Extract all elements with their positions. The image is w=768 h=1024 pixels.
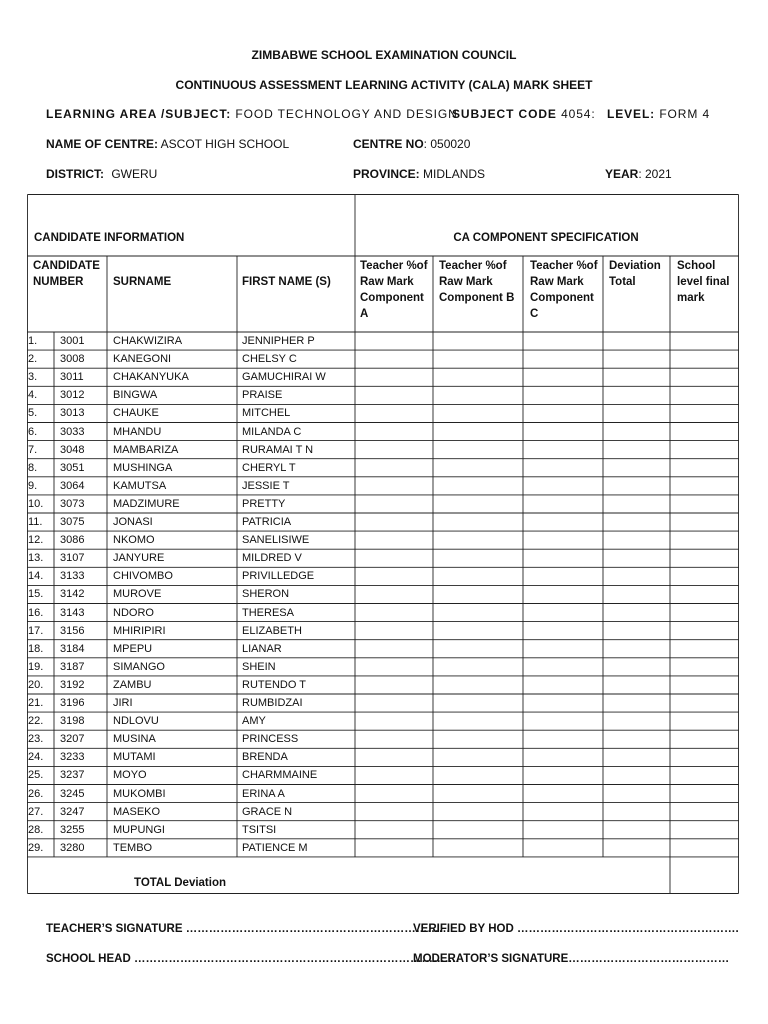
row-index: 26. xyxy=(28,787,44,800)
col-header-surname: SURNAME xyxy=(113,276,172,288)
candidate-number: 3196 xyxy=(60,697,85,709)
province-value: MIDLANDS xyxy=(423,167,486,181)
row-index: 7. xyxy=(28,443,38,456)
candidate-number: 3075 xyxy=(60,516,85,528)
row-index: 25. xyxy=(28,769,44,782)
subject-code-label: SUBJECT CODE xyxy=(452,107,557,121)
col-header-candidate-number: CANDIDATE NUMBER xyxy=(33,260,100,288)
first-name-cell: GAMUCHIRAI W xyxy=(242,371,326,384)
surname-cell: NDLOVU xyxy=(113,715,159,728)
first-name-cell: RUTENDO T xyxy=(242,678,306,691)
centre-name-label: NAME OF CENTRE: xyxy=(46,137,158,151)
candidate-number: 3198 xyxy=(60,715,85,728)
surname-cell: MAMBARIZA xyxy=(113,443,179,456)
first-name-cell: CHERYL T xyxy=(242,461,296,474)
row-index: 27. xyxy=(28,805,44,818)
surname-cell: BINGWA xyxy=(113,389,158,402)
surname-cell: NKOMO xyxy=(113,534,155,547)
subject-code-value: 4054: xyxy=(561,107,596,121)
centre-no-value: : 050020 xyxy=(423,137,471,151)
row-index: 2. xyxy=(28,353,38,366)
school-head-signature: SCHOOL HEAD …………………………………………………………………………. xyxy=(46,953,460,965)
col-header-component-c: Teacher %of Raw Mark Component C xyxy=(530,260,598,320)
candidate-number: 3245 xyxy=(60,787,85,800)
surname-cell: JANYURE xyxy=(113,552,165,565)
row-index: 17. xyxy=(28,624,44,637)
surname-cell: NDORO xyxy=(113,606,154,619)
candidate-number: 3156 xyxy=(60,624,85,637)
year-line xyxy=(605,167,672,181)
col-header-first-name: FIRST NAME (S) xyxy=(242,276,331,288)
year-label: YEAR xyxy=(605,167,639,181)
first-name-cell: BRENDA xyxy=(242,751,288,764)
first-name-cell: TSITSI xyxy=(242,823,277,836)
sheet-title: CONTINUOUS ASSESSMENT LEARNING ACTIVITY (CALA) MARK SHEET xyxy=(175,78,593,92)
first-name-cell: PRIVILLEDGE xyxy=(242,570,315,583)
candidate-number: 3051 xyxy=(60,461,85,474)
surname-cell: MUPUNGI xyxy=(113,823,165,836)
moderator-signature: MODERATOR’S SIGNATURE…………………………………… xyxy=(413,953,730,965)
surname-cell: SIMANGO xyxy=(113,660,165,673)
first-name-cell: ERINA A xyxy=(242,787,285,800)
first-name-cell: GRACE N xyxy=(242,805,293,818)
candidate-number: 3133 xyxy=(60,570,85,583)
first-name-cell: ELIZABETH xyxy=(242,624,302,637)
col-header-component-b: Teacher %of Raw Mark Component B xyxy=(439,260,515,304)
first-name-cell: PRINCESS xyxy=(242,733,299,746)
surname-cell: MUSINA xyxy=(113,733,156,746)
surname-cell: ZAMBU xyxy=(113,678,152,691)
surname-cell: JONASI xyxy=(113,516,153,528)
mark-sheet-table xyxy=(27,194,739,894)
row-index: 15. xyxy=(28,588,44,601)
surname-cell: MUSHINGA xyxy=(113,461,173,474)
row-index: 16. xyxy=(28,606,44,619)
candidate-number: 3247 xyxy=(60,805,85,818)
surname-cell: MHANDU xyxy=(113,425,162,438)
candidate-number: 3187 xyxy=(60,660,85,673)
row-index: 14. xyxy=(28,570,44,583)
centre-no-label: CENTRE NO xyxy=(353,137,424,151)
candidate-number: 3011 xyxy=(60,371,84,384)
candidate-number: 3013 xyxy=(60,407,85,420)
surname-cell: TEMBO xyxy=(113,841,153,854)
row-index: 5. xyxy=(28,407,38,420)
province-line xyxy=(353,167,485,181)
candidate-number: 3184 xyxy=(60,642,85,655)
row-index: 9. xyxy=(28,479,38,492)
first-name-cell: CHARMMAINE xyxy=(242,769,318,782)
row-index: 22. xyxy=(28,715,44,728)
first-name-cell: THERESA xyxy=(242,606,294,619)
candidate-number: 3048 xyxy=(60,443,85,456)
surname-cell: MHIRIPIRI xyxy=(113,624,166,637)
row-index: 29. xyxy=(28,841,44,854)
first-name-cell: RUMBIDZAI xyxy=(242,697,303,709)
row-index: 20. xyxy=(28,678,44,691)
surname-cell: MUTAMI xyxy=(113,751,156,764)
district-label: DISTRICT: xyxy=(46,167,104,181)
first-name-cell: MILANDA C xyxy=(242,425,302,438)
first-name-cell: RURAMAI T N xyxy=(242,443,314,456)
candidate-info-title: CANDIDATE INFORMATION xyxy=(34,232,185,244)
first-name-cell: PRETTY xyxy=(242,497,286,510)
candidate-number: 3142 xyxy=(60,588,85,601)
teacher-signature: TEACHER’S SIGNATURE …………………………………………………………… xyxy=(46,923,451,935)
ca-component-title: CA COMPONENT SPECIFICATION xyxy=(453,232,639,244)
surname-cell: CHAKWIZIRA xyxy=(113,335,183,347)
row-index: 6. xyxy=(28,425,38,438)
surname-cell: KAMUTSA xyxy=(113,479,167,492)
level-line xyxy=(607,107,710,121)
row-index: 18. xyxy=(28,642,44,655)
surname-cell: JIRI xyxy=(113,697,133,709)
candidate-number: 3001 xyxy=(60,335,85,347)
candidate-number: 3280 xyxy=(60,841,85,854)
total-deviation-label: TOTAL Deviation xyxy=(134,877,227,889)
first-name-cell: PRAISE xyxy=(242,389,283,402)
candidate-number: 3233 xyxy=(60,751,85,764)
candidate-number: 3237 xyxy=(60,769,85,782)
row-index: 28. xyxy=(28,823,44,836)
candidate-number: 3064 xyxy=(60,479,85,492)
first-name-cell: MITCHEL xyxy=(242,407,291,420)
learning-area-line xyxy=(46,107,458,121)
row-index: 12. xyxy=(28,534,44,547)
centre-name-line xyxy=(46,137,289,151)
candidate-number: 3033 xyxy=(60,425,85,438)
first-name-cell: MILDRED V xyxy=(242,552,302,565)
surname-cell: CHIVOMBO xyxy=(113,570,173,583)
candidate-number: 3107 xyxy=(60,552,85,565)
district-value: GWERU xyxy=(111,167,158,181)
row-index: 1. xyxy=(28,335,38,347)
surname-cell: MPEPU xyxy=(113,642,153,655)
surname-cell: MUROVE xyxy=(113,588,162,601)
level-label: LEVEL: xyxy=(607,107,656,121)
first-name-cell: PATRICIA xyxy=(242,516,292,528)
candidate-number: 3255 xyxy=(60,823,85,836)
centre-no-line xyxy=(353,137,470,151)
col-header-deviation: Deviation Total xyxy=(609,260,661,288)
first-name-cell: LIANAR xyxy=(242,642,282,655)
candidate-number: 3012 xyxy=(60,389,85,402)
row-index: 10. xyxy=(28,497,44,510)
level-value: FORM 4 xyxy=(659,107,711,121)
candidate-number: 3008 xyxy=(60,353,85,366)
year-value: : 2021 xyxy=(638,167,672,181)
learning-area-value: FOOD TECHNOLOGY AND DESIGN xyxy=(235,107,458,121)
candidate-number: 3086 xyxy=(60,534,85,547)
surname-cell: MADZIMURE xyxy=(113,497,180,510)
subject-code-line xyxy=(452,107,596,121)
row-index: 4. xyxy=(28,389,38,402)
surname-cell: CHAUKE xyxy=(113,407,159,420)
council-title: ZIMBABWE SCHOOL EXAMINATION COUNCIL xyxy=(251,48,517,62)
col-header-final-mark: School level final mark xyxy=(677,260,730,304)
surname-cell: MASEKO xyxy=(113,805,161,818)
col-header-component-a: Teacher %of Raw Mark Component A xyxy=(360,260,428,320)
province-label: PROVINCE: xyxy=(353,167,420,181)
candidate-number: 3192 xyxy=(60,678,85,691)
first-name-cell: AMY xyxy=(242,715,266,728)
first-name-cell: SANELISIWE xyxy=(242,534,310,547)
row-index: 13. xyxy=(28,552,44,565)
candidate-number: 3143 xyxy=(60,606,85,619)
first-name-cell: SHEIN xyxy=(242,660,276,673)
row-index: 21. xyxy=(28,697,44,709)
row-index: 8. xyxy=(28,461,38,474)
row-index: 19. xyxy=(28,660,44,673)
district-line xyxy=(46,167,157,181)
first-name-cell: JESSIE T xyxy=(242,479,290,492)
learning-area-label: LEARNING AREA /SUBJECT: xyxy=(46,107,232,121)
first-name-cell: SHERON xyxy=(242,588,290,601)
row-index: 24. xyxy=(28,751,44,764)
surname-cell: MUKOMBI xyxy=(113,787,166,800)
candidate-number: 3073 xyxy=(60,497,85,510)
row-index: 11. xyxy=(28,516,43,528)
first-name-cell: CHELSY C xyxy=(242,353,297,366)
row-index: 23. xyxy=(28,733,44,746)
centre-name-value: ASCOT HIGH SCHOOL xyxy=(160,137,290,151)
first-name-cell: JENNIPHER P xyxy=(242,335,315,347)
surname-cell: KANEGONI xyxy=(113,353,172,366)
surname-cell: CHAKANYUKA xyxy=(113,371,189,384)
first-name-cell: PATIENCE M xyxy=(242,841,308,854)
hod-verification: VERIFIED BY HOD …………………………………………………. xyxy=(413,923,739,935)
row-index: 3. xyxy=(28,371,38,384)
surname-cell: MOYO xyxy=(113,769,147,782)
candidate-number: 3207 xyxy=(60,733,85,746)
